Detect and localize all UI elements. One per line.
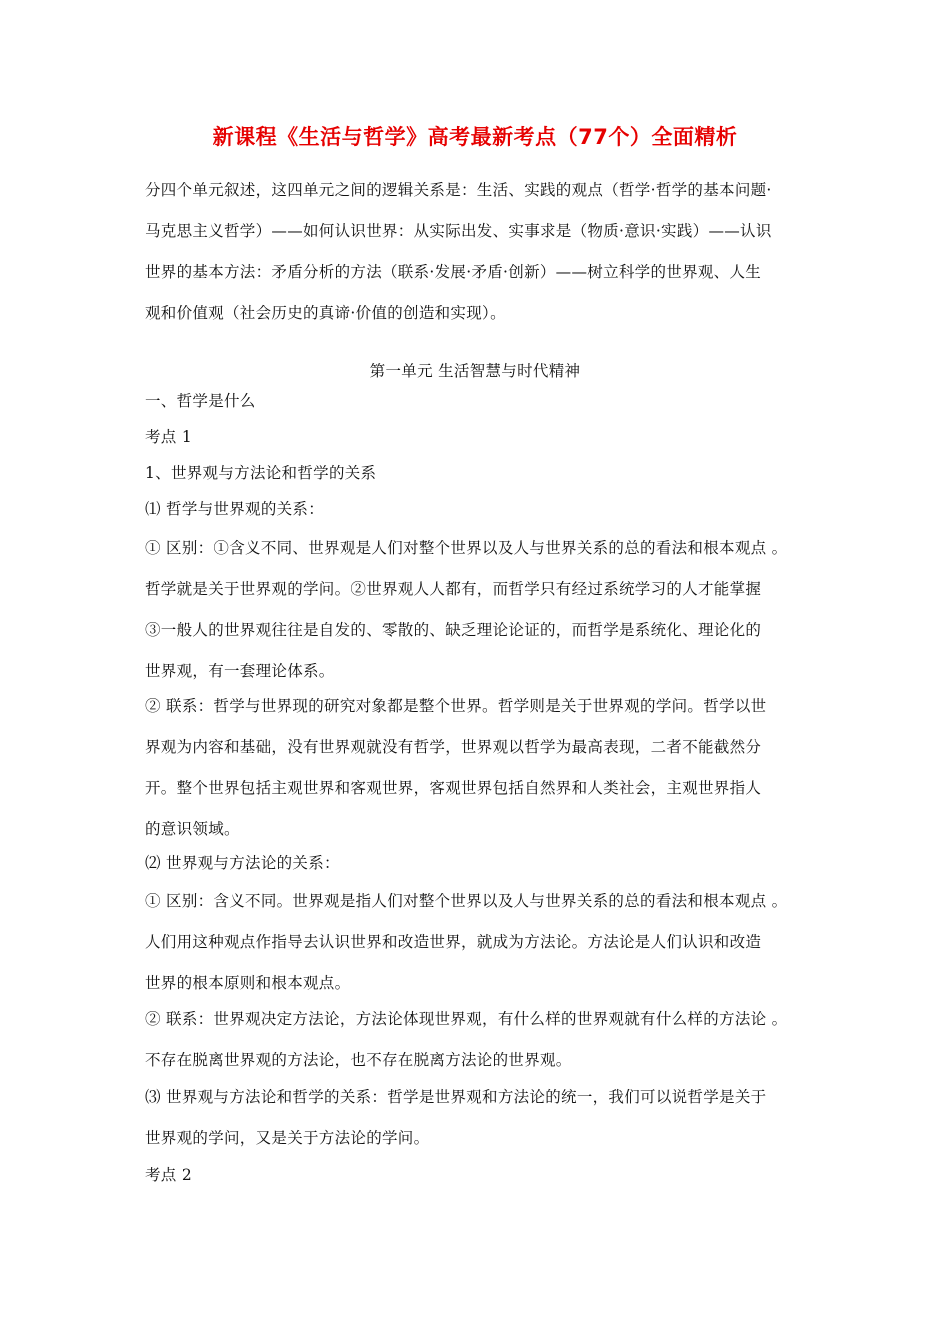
intro-line: 世界的基本方法：矛盾分析的方法（联系·发展·矛盾·创新）——树立科学的世界观、人生 (145, 263, 762, 281)
heading-1: 1、世界观与方法论和哲学的关系 (145, 464, 377, 482)
sub2-heading-block (145, 845, 810, 881)
paragraph-line: 开。整个世界包括主观世界和客观世界，客观世界包括自然界和人类社会，主观世界指人 (145, 779, 762, 797)
intro-line: 观和价值观（社会历史的真谛·价值的创造和实现）。 (145, 304, 506, 322)
paragraph-line: 世界观的学问，又是关于方法论的学问。 (145, 1129, 430, 1147)
sub1-link-paragraph (145, 686, 810, 850)
sub3-paragraph (145, 1077, 810, 1159)
paragraph-line: 的意识领域。 (145, 820, 240, 838)
paragraph-line: ② 联系：哲学与世界现的研究对象都是整个世界。哲学则是关于世界观的学问。哲学以世 (145, 697, 767, 715)
section-1-heading-block (145, 383, 810, 527)
paragraph-line: ③一般人的世界观往往是自发的、零散的、缺乏理论论证的，而哲学是系统化、理论化的 (145, 621, 762, 639)
paragraph-line: ① 区别：含义不同。世界观是指人们对整个世界以及人与世界关系的总的看法和根本观点 。 (145, 892, 788, 910)
kaodian-2-block (145, 1157, 810, 1193)
paragraph-line: 人们用这种观点作指导去认识世界和改造世界，就成为方法论。方法论是人们认识和改造 (145, 933, 762, 951)
paragraph-line: 哲学就是关于世界观的学问。②世界观人人都有，而哲学只有经过系统学习的人才能掌握 (145, 580, 762, 598)
paragraph-line: ② 联系：世界观决定方法论，方法论体现世界观，有什么样的世界观就有什么样的方法论 。 (145, 1010, 788, 1028)
document-title: 新课程《生活与哲学》高考最新考点（77个）全面精析 (212, 125, 738, 149)
kaodian-2-label: 考点 2 (145, 1166, 192, 1184)
intro-line: 马克思主义哲学）——如何认识世界：从实际出发、实事求是（物质·意识·实践）——认识 (145, 222, 772, 240)
paragraph-line: 不存在脱离世界观的方法论，也不存在脱离方法论的世界观。 (145, 1051, 572, 1069)
sub2-difference-paragraph (145, 881, 810, 1004)
paragraph-line: 界观为内容和基础，没有世界观就没有哲学，世界观以哲学为最高表现，二者不能截然分 (145, 738, 762, 756)
paragraph-line: 世界的根本原则和根本观点。 (145, 974, 351, 992)
intro-line: 分四个单元叙述，这四单元之间的逻辑关系是：生活、实践的观点（哲学·哲学的基本问题· (145, 181, 772, 199)
sub-heading-1: ⑴ 哲学与世界观的关系： (145, 500, 325, 518)
sub-heading-2: ⑵ 世界观与方法论的关系： (145, 854, 340, 872)
kaodian-1-label: 考点 1 (145, 428, 192, 446)
unit-heading: 第一单元 生活智慧与时代精神 (369, 362, 581, 380)
section-heading: 一、哲学是什么 (145, 392, 256, 410)
paragraph-line: 世界观，有一套理论体系。 (145, 662, 335, 680)
paragraph-line: ① 区别：①含义不同、世界观是人们对整个世界以及人与世界关系的总的看法和根本观点 。 (145, 539, 788, 557)
paragraph-line: ⑶ 世界观与方法论和哲学的关系：哲学是世界观和方法论的统一，我们可以说哲学是关于 (145, 1088, 767, 1106)
sub1-difference-paragraph (145, 528, 810, 692)
intro-paragraph (145, 170, 810, 334)
sub2-link-paragraph (145, 999, 810, 1081)
